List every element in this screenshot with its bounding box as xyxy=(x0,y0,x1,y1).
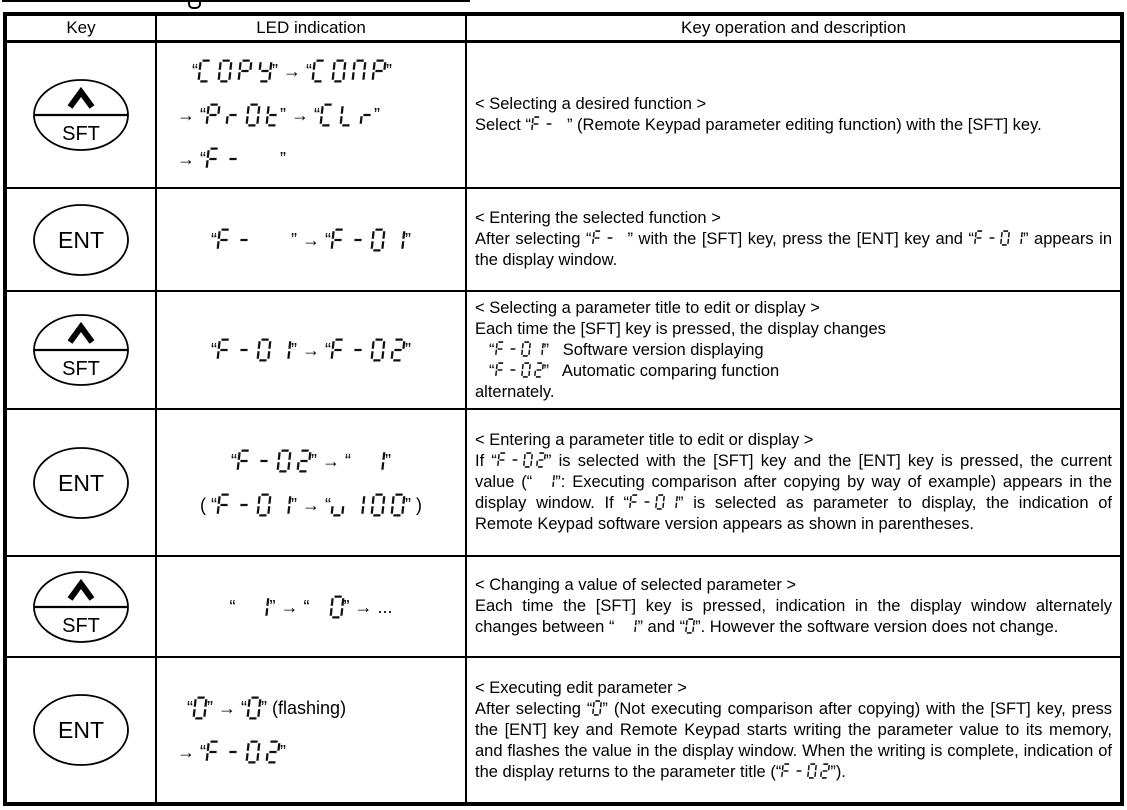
seg7-char-F xyxy=(494,362,506,378)
plain-text: < Selecting a parameter title to edit or display > xyxy=(475,298,820,317)
seg7-char-Y xyxy=(257,59,274,83)
seg7-char-0 xyxy=(370,493,387,517)
seg7-char-0 xyxy=(192,696,209,720)
open-quote: “ xyxy=(230,450,237,471)
open-quote: “ xyxy=(306,61,313,81)
seg7-char-space xyxy=(256,228,273,252)
open-quote: “ xyxy=(623,494,629,512)
open-quote: “ xyxy=(241,698,248,718)
key-operation-table xyxy=(3,12,1124,806)
seg7-char-P xyxy=(205,103,222,127)
close-quote: ” xyxy=(602,699,608,718)
open-quote: “ xyxy=(325,494,331,515)
seg7-char-- xyxy=(236,338,253,362)
seg7-char-1 xyxy=(1012,230,1024,246)
close-quote: ” xyxy=(207,698,214,718)
description-heading xyxy=(475,298,1112,319)
table-row-2 xyxy=(7,189,1120,292)
plain-text xyxy=(177,59,192,83)
seg7-char-F xyxy=(973,230,985,246)
seg7-char-0 xyxy=(684,618,696,634)
seg7-char-F xyxy=(330,338,347,362)
seg7-char-F xyxy=(205,740,222,764)
led-indication-line xyxy=(161,147,461,171)
close-quote: ” xyxy=(637,618,643,636)
seg7-char-0 xyxy=(370,228,387,252)
led-text xyxy=(237,449,311,473)
seg7-char-C xyxy=(311,59,328,83)
plain-text: and xyxy=(642,618,680,636)
seg7-char-1 xyxy=(370,449,387,473)
chevron-up-icon xyxy=(70,92,92,107)
close-quote: ” xyxy=(1023,230,1029,248)
close-quote: ” xyxy=(280,105,287,125)
seg7-char-P xyxy=(371,59,388,83)
led-text xyxy=(331,228,405,252)
plain-text: alternately. xyxy=(475,382,555,401)
ent-key-icon xyxy=(31,692,131,768)
plain-text: → xyxy=(296,494,325,515)
open-quote: “ xyxy=(526,473,533,491)
sft-key-icon xyxy=(31,569,131,645)
led-text xyxy=(531,116,567,132)
open-quote: “ xyxy=(586,699,593,718)
led-text xyxy=(247,696,261,720)
open-quote: “ xyxy=(679,618,686,636)
description-text xyxy=(475,361,1112,382)
seg7-char-0 xyxy=(370,338,387,362)
plain-text: (flashing) xyxy=(267,698,347,718)
description-text xyxy=(475,115,1112,136)
open-quote: “ xyxy=(489,361,495,380)
seg7-char-0 xyxy=(520,362,532,378)
key-label: SFT xyxy=(62,358,100,380)
plain-text: → xyxy=(177,149,201,169)
led-indication-cell xyxy=(157,410,467,557)
key-label: SFT xyxy=(62,123,100,145)
cropped-text-bar xyxy=(2,0,470,2)
close-quote: ” xyxy=(405,494,411,515)
open-quote: “ xyxy=(325,340,331,360)
led-text xyxy=(495,341,544,357)
led-text xyxy=(351,449,385,473)
plain-text: → xyxy=(278,61,307,81)
close-quote: ” xyxy=(386,61,393,81)
table-row-6 xyxy=(7,658,1120,802)
led-text xyxy=(497,452,546,468)
description-cell xyxy=(467,410,1120,557)
open-quote: “ xyxy=(187,698,194,718)
close-quote: ” xyxy=(290,229,297,250)
column-header-key-operation: Key operation and description xyxy=(467,16,1120,43)
led-text xyxy=(331,338,405,362)
close-quote: ” xyxy=(543,361,549,380)
close-quote: ” xyxy=(280,149,287,169)
seg7-char-1 xyxy=(667,494,679,510)
close-quote: ” xyxy=(405,229,411,250)
plain-text: After selecting xyxy=(475,699,587,718)
open-quote: “ xyxy=(586,230,592,248)
key-cell xyxy=(7,43,157,189)
led-indication-line xyxy=(161,493,461,517)
close-quote: ” xyxy=(290,340,297,360)
led-indication-line xyxy=(161,740,461,764)
seg7-char-F xyxy=(496,452,508,468)
seg7-char-- xyxy=(236,228,253,252)
key-cell xyxy=(7,557,157,658)
seg7-char-1 xyxy=(276,338,293,362)
description-text xyxy=(475,319,1112,340)
seg7-char-- xyxy=(793,763,805,779)
seg7-char-1 xyxy=(350,493,367,517)
key-cell xyxy=(7,189,157,292)
seg7-char-2 xyxy=(533,362,545,378)
seg7-char-0 xyxy=(276,449,293,473)
seg7-char-space xyxy=(276,228,293,252)
open-quote: “ xyxy=(314,105,321,125)
led-text xyxy=(217,493,291,517)
close-quote: ” xyxy=(269,596,276,617)
seg7-char-F xyxy=(216,338,233,362)
key-cell xyxy=(7,658,157,802)
key-label: ENT xyxy=(58,717,104,743)
open-quote: “ xyxy=(229,596,236,617)
close-quote: ” xyxy=(343,596,350,617)
seg7-char-1 xyxy=(544,473,556,489)
seg7-char-O xyxy=(245,103,262,127)
cropped-text-fragment xyxy=(2,0,474,11)
open-quote: “ xyxy=(491,452,497,470)
plain-text: Select xyxy=(475,116,526,134)
plain-text: < Changing a value of selected parameter > xyxy=(475,576,797,594)
plain-text: → xyxy=(296,229,325,250)
led-text xyxy=(781,763,830,779)
led-indication-line xyxy=(161,103,461,127)
seg7-char-space xyxy=(556,116,568,132)
seg7-char-r xyxy=(359,103,376,127)
seg7-char-- xyxy=(507,362,519,378)
seg7-char-u xyxy=(330,493,347,517)
seg7-char-2 xyxy=(390,338,407,362)
led-text xyxy=(331,493,405,517)
seg7-char-- xyxy=(604,230,616,246)
seg7-char-space xyxy=(617,230,629,246)
plain-text: → xyxy=(286,105,315,125)
plain-text: Each time the [SFT] key is pressed, indication in the display window alternately changes between xyxy=(475,597,1112,636)
seg7-char-space xyxy=(531,473,543,489)
led-text xyxy=(974,230,1023,246)
key-label: ENT xyxy=(58,469,104,496)
description-heading xyxy=(475,430,1112,451)
open-quote: “ xyxy=(200,149,207,169)
led-text xyxy=(217,338,291,362)
plain-text xyxy=(177,696,187,720)
description-heading xyxy=(475,94,1112,115)
close-quote: ” xyxy=(543,340,549,359)
seg7-char-2 xyxy=(265,740,282,764)
plain-text: : Executing comparison after copying by way of example) appears in the display window. If xyxy=(475,473,1112,512)
seg7-char-space xyxy=(350,449,367,473)
close-quote: ” xyxy=(290,494,297,515)
plain-text: is selected as parameter to display, the indication of Remote Keypad software version appears as shown in parentheses. xyxy=(475,494,1112,533)
led-text xyxy=(592,700,602,716)
led-text xyxy=(495,362,544,378)
seg7-char-t xyxy=(265,103,282,127)
plain-text: with the [SFT] key, press the [ENT] key and xyxy=(633,230,969,248)
seg7-char-0 xyxy=(245,740,262,764)
seg7-char-- xyxy=(350,228,367,252)
led-indication-cell xyxy=(157,557,467,658)
open-quote: “ xyxy=(210,229,217,250)
chevron-up-icon xyxy=(70,584,92,599)
seg7-char-- xyxy=(986,230,998,246)
seg7-char-0 xyxy=(520,341,532,357)
key-label: ENT xyxy=(58,226,104,253)
description-text xyxy=(475,382,1112,403)
open-quote: “ xyxy=(345,450,351,471)
close-quote: ” xyxy=(695,618,701,636)
key-cell xyxy=(7,292,157,410)
seg7-char-2 xyxy=(819,763,831,779)
seg7-char-- xyxy=(225,147,242,171)
led-text xyxy=(320,103,374,127)
sft-key-icon xyxy=(31,77,131,153)
open-quote: “ xyxy=(303,596,310,617)
seg7-char-1 xyxy=(533,341,545,357)
seg7-char-0 xyxy=(522,452,534,468)
close-quote: ” xyxy=(555,473,561,491)
led-text xyxy=(629,494,678,510)
led-text xyxy=(206,147,280,171)
plain-text: is selected with the [SFT] key and the [ENT] key is pressed, the current value ( xyxy=(475,452,1112,491)
open-quote: “ xyxy=(608,618,615,636)
plain-text: < Entering a parameter title to edit or display > xyxy=(475,431,814,449)
seg7-char-F xyxy=(494,341,506,357)
seg7-char-- xyxy=(507,341,519,357)
cropped-letter-descender xyxy=(188,1,201,9)
seg7-char-O xyxy=(331,59,348,83)
plain-text: ( xyxy=(199,494,211,515)
seg7-char-F xyxy=(628,494,640,510)
key-label: SFT xyxy=(62,614,100,637)
seg7-char-- xyxy=(225,740,242,764)
seg7-char-P xyxy=(237,59,254,83)
open-quote: “ xyxy=(200,105,207,125)
chevron-up-icon xyxy=(70,327,92,342)
description-heading xyxy=(475,208,1112,229)
led-text xyxy=(198,59,272,83)
open-quote: “ xyxy=(968,230,974,248)
seg7-char-0 xyxy=(390,493,407,517)
close-quote: ” xyxy=(261,698,268,718)
table-body xyxy=(7,43,1120,802)
plain-text: Software version displaying xyxy=(549,340,764,359)
plain-text: → xyxy=(213,698,242,718)
close-quote: ” xyxy=(385,450,391,471)
key-cell xyxy=(7,410,157,557)
sft-key-icon xyxy=(31,312,131,388)
plain-text: . However the software version does not change. xyxy=(700,618,1059,636)
ent-key-icon xyxy=(31,445,131,521)
description-heading xyxy=(475,575,1112,596)
open-quote: “ xyxy=(192,61,199,81)
table-header-row xyxy=(7,16,1120,43)
seg7-char-F xyxy=(780,763,792,779)
led-text xyxy=(206,740,280,764)
seg7-char-- xyxy=(350,338,367,362)
led-indication-line xyxy=(161,595,461,619)
open-quote: “ xyxy=(525,116,531,134)
close-quote: ” xyxy=(545,452,552,470)
plain-text: → xyxy=(296,340,325,360)
seg7-char-- xyxy=(641,494,653,510)
seg7-char-0 xyxy=(654,494,666,510)
seg7-char-space xyxy=(234,595,251,619)
seg7-char-0 xyxy=(246,696,263,720)
led-text xyxy=(206,103,280,127)
led-text xyxy=(532,473,555,489)
seg7-char-F xyxy=(236,449,253,473)
close-quote: ” xyxy=(374,105,381,125)
seg7-char-F xyxy=(530,116,542,132)
description-text xyxy=(475,451,1112,535)
plain-text: → xyxy=(177,742,201,762)
open-quote: “ xyxy=(200,742,207,762)
seg7-char-L xyxy=(339,103,356,127)
plain-text: appears in the display window. xyxy=(475,230,1113,269)
description-text xyxy=(475,229,1112,271)
plain-text: → xyxy=(177,105,201,125)
table-row-3 xyxy=(7,292,1120,410)
plain-text: Each time the [SFT] key is pressed, the display changes xyxy=(475,319,886,338)
table-row-5 xyxy=(7,557,1120,658)
seg7-char-0 xyxy=(999,230,1011,246)
led-text xyxy=(193,696,207,720)
plain-text: (Not executing comparison after copying) with the [SFT] key, press the [ENT] key and Remote Keypad starts writing the parameter value to its memory, and flashes the value in the display window. When the writing is complete, indication of the display returns to the parameter title ( xyxy=(475,699,1113,781)
seg7-char-O xyxy=(217,59,234,83)
plain-text: < Selecting a desired function > xyxy=(475,95,707,113)
led-text xyxy=(235,595,269,619)
close-quote: ” xyxy=(272,61,279,81)
close-quote: ” xyxy=(627,230,634,248)
led-indication-line xyxy=(161,228,461,252)
led-indication-line xyxy=(161,338,461,362)
led-text xyxy=(685,618,695,634)
led-text xyxy=(614,618,637,634)
plain-text: If xyxy=(475,452,492,470)
seg7-char-0 xyxy=(256,493,273,517)
column-header-led-indication: LED indication xyxy=(157,16,467,43)
seg7-char-- xyxy=(236,493,253,517)
seg7-char-- xyxy=(256,449,273,473)
led-indication-line xyxy=(161,59,461,83)
seg7-char-- xyxy=(543,116,555,132)
open-quote: “ xyxy=(489,340,495,359)
plain-text: Automatic comparing function xyxy=(549,361,780,380)
description-cell xyxy=(467,658,1120,802)
led-indication-cell xyxy=(157,658,467,802)
led-indication-cell xyxy=(157,43,467,189)
seg7-char-space xyxy=(308,595,325,619)
table-row-4 xyxy=(7,410,1120,557)
close-quote: ” xyxy=(280,742,287,762)
plain-text: (Remote Keypad parameter editing function) with the [SFT] key. xyxy=(572,116,1042,134)
led-indication-cell xyxy=(157,292,467,410)
seg7-char-F xyxy=(330,228,347,252)
seg7-char-0 xyxy=(806,763,818,779)
open-quote: “ xyxy=(210,494,217,515)
seg7-char-space xyxy=(614,618,626,634)
description-cell xyxy=(467,292,1120,410)
seg7-char-0 xyxy=(328,595,345,619)
led-text xyxy=(217,228,291,252)
led-indication-line xyxy=(161,696,461,720)
led-indication-cell xyxy=(157,189,467,292)
open-quote: “ xyxy=(775,762,782,781)
column-header-key: Key xyxy=(7,16,157,43)
seg7-char-1 xyxy=(276,493,293,517)
plain-text: → xyxy=(275,596,304,617)
open-quote: “ xyxy=(210,340,217,360)
ent-key-icon xyxy=(31,202,131,278)
seg7-char-C xyxy=(319,103,336,127)
led-indication-line xyxy=(161,449,461,473)
plain-text: → ... xyxy=(349,596,393,617)
seg7-char-space xyxy=(265,147,282,171)
plain-text: ) xyxy=(411,494,422,515)
seg7-char-F xyxy=(205,147,222,171)
open-quote: “ xyxy=(325,229,331,250)
seg7-char-0 xyxy=(256,338,273,362)
description-text xyxy=(475,596,1112,638)
description-cell xyxy=(467,557,1120,658)
seg7-char-1 xyxy=(254,595,271,619)
seg7-char-space xyxy=(245,147,262,171)
plain-text: ). xyxy=(835,762,846,781)
seg7-char-F xyxy=(216,228,233,252)
close-quote: ” xyxy=(566,116,573,134)
seg7-char-1 xyxy=(390,228,407,252)
description-text xyxy=(475,699,1112,783)
description-heading xyxy=(475,678,1112,699)
seg7-char-r xyxy=(225,103,242,127)
close-quote: ” xyxy=(405,340,411,360)
description-text xyxy=(475,340,1112,361)
seg7-char-F xyxy=(591,230,603,246)
close-quote: ” xyxy=(830,762,836,781)
plain-text: After selecting xyxy=(475,230,587,248)
plain-text: < Executing edit parameter > xyxy=(475,678,687,697)
seg7-char-2 xyxy=(296,449,313,473)
led-text xyxy=(592,230,628,246)
led-text xyxy=(310,595,344,619)
close-quote: ” xyxy=(677,494,684,512)
plain-text: → xyxy=(316,450,345,471)
description-cell xyxy=(467,43,1120,189)
table-row-1 xyxy=(7,43,1120,189)
seg7-char-F xyxy=(216,493,233,517)
seg7-char-2 xyxy=(535,452,547,468)
seg7-char-M xyxy=(351,59,368,83)
seg7-char-- xyxy=(509,452,521,468)
description-cell xyxy=(467,189,1120,292)
close-quote: ” xyxy=(310,450,317,471)
led-text xyxy=(312,59,386,83)
seg7-char-C xyxy=(197,59,214,83)
plain-text: < Entering the selected function > xyxy=(475,209,721,227)
